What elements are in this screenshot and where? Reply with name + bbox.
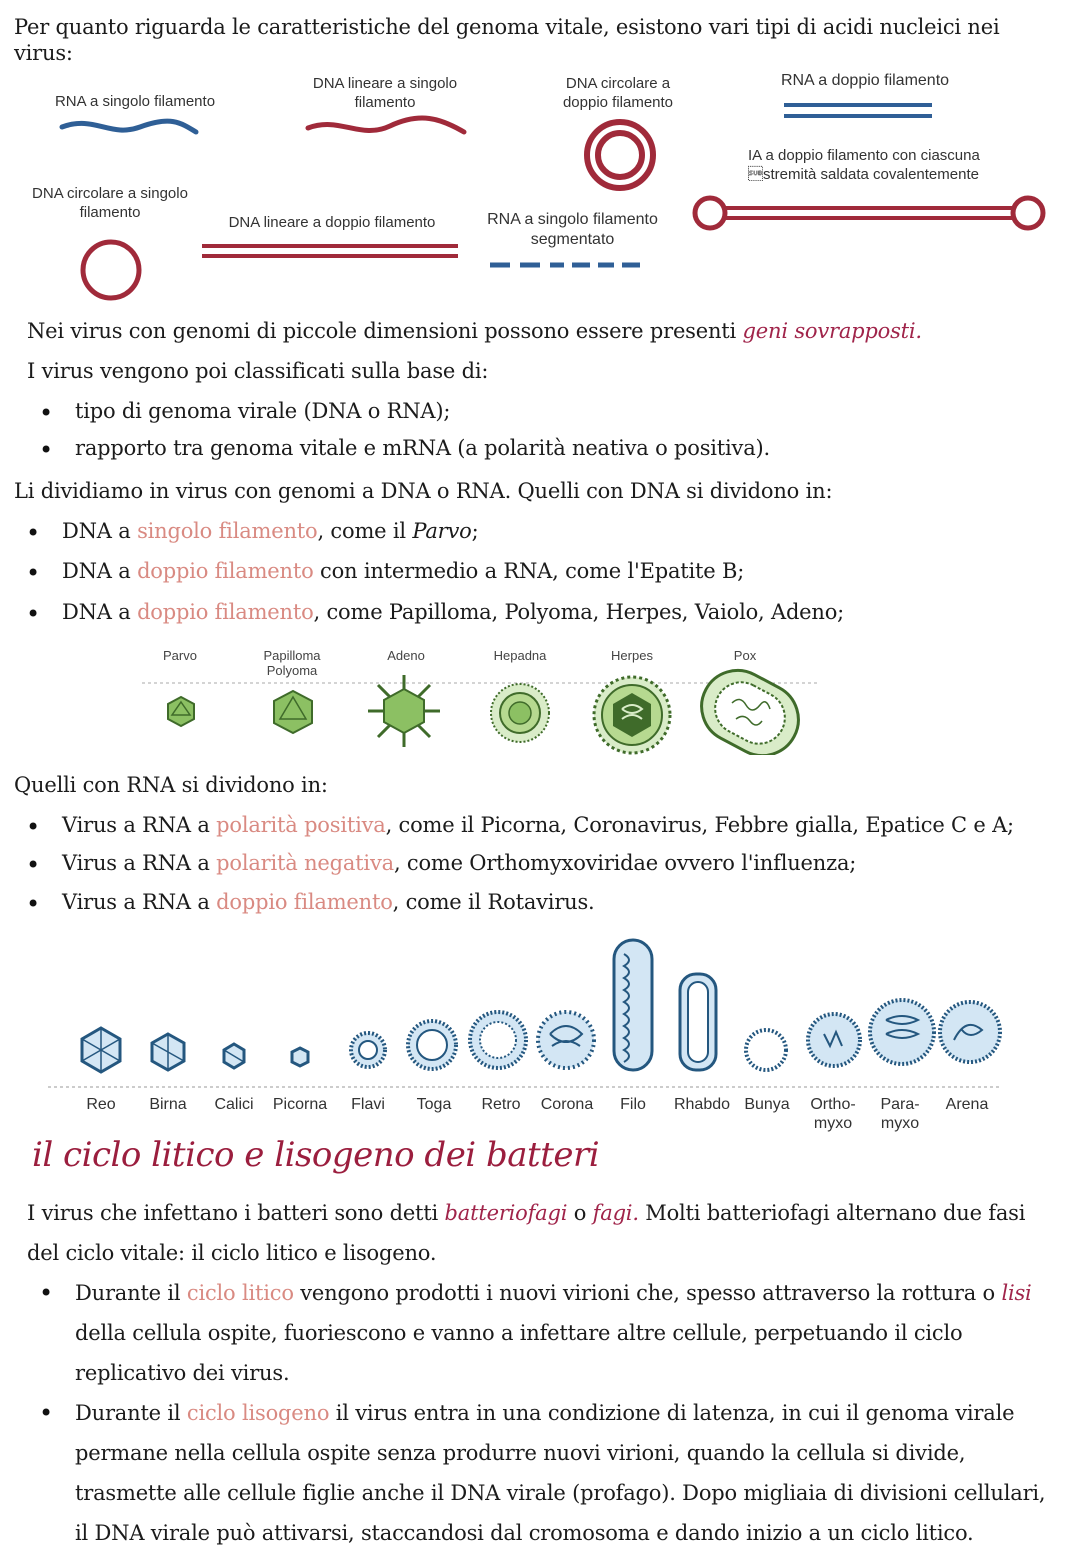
highlight-term: singolo filamento <box>137 519 318 543</box>
overlapping-genes-term: geni sovrapposti. <box>742 319 922 343</box>
label-dna-lin-ds: DNA lineare a doppio filamento <box>228 214 436 231</box>
cycle-list <box>75 1273 1060 1553</box>
rna-virus-drawings <box>40 930 1040 1090</box>
virus-label: Reo <box>86 1096 116 1113</box>
list-item <box>62 812 1072 838</box>
item-text: Molti batteriofagi alternano due fasi del ciclo vitale: il ciclo litico e lisogeno. <box>27 1201 1026 1265</box>
term-lysis: lisi <box>1001 1281 1032 1305</box>
virus-label: Ortho- myxo <box>810 1096 856 1133</box>
list-item <box>62 850 1072 876</box>
genome-shapes <box>0 60 1080 310</box>
list-item: • rapporto tra genoma vitale e mRNA (a polarità neativa o positiva). <box>75 435 1065 461</box>
item-text: Durante il <box>75 1401 187 1425</box>
dna-virus-list <box>62 518 1062 625</box>
item-text: DNA a <box>62 599 138 624</box>
rna-ds-end-right <box>1013 198 1043 228</box>
virus-label: Bunya <box>744 1096 790 1113</box>
orthomyxo-virion <box>808 1014 860 1066</box>
highlight-term: ciclo litico <box>186 1281 294 1305</box>
item-text: o <box>567 1201 593 1225</box>
virus-label: Flavi <box>351 1096 385 1113</box>
arena-virion <box>940 1002 1000 1062</box>
list-item <box>62 518 1062 544</box>
label-rna-ss: RNA a singolo filamento <box>54 93 216 110</box>
item-text: ; <box>471 519 479 543</box>
classification-list <box>75 398 1065 462</box>
dna-lin-ss-wave <box>308 118 464 132</box>
item-text: , come il Picorna, Coronavirus, Febbre gialla, Epatice C e A; <box>385 813 1014 837</box>
label-rna-ds-ends: IA a doppio filamento con ciascuna stremità saldata covalentemente <box>748 147 980 183</box>
dna-virus-figure <box>140 645 830 755</box>
term-bacteriophage: batteriofagi <box>444 1201 568 1225</box>
item-text: vengono prodotti i nuovi virioni che, spesso attraverso la rottura o <box>293 1281 1002 1305</box>
item-text: DNA a <box>62 559 138 584</box>
virus-label: Retro <box>481 1096 521 1113</box>
paramyxo-virion <box>870 1000 934 1064</box>
virus-label-parvo: Parvo <box>163 648 197 663</box>
item-text: , come Papilloma, Polyoma, Herpes, Vaiolo, Adeno; <box>313 599 845 624</box>
virus-label-hepadna: Hepadna <box>493 648 547 663</box>
genome-types-diagram <box>0 60 1080 310</box>
label-dna-circ-ds: DNA circolare a doppio filamento <box>562 75 674 111</box>
highlight-term: doppio filamento <box>216 889 393 914</box>
list-item <box>62 889 1072 915</box>
phage-paragraph <box>27 1193 1057 1273</box>
bunya-virion <box>746 1030 786 1070</box>
highlight-term: polarità negativa <box>216 851 394 876</box>
list-item <box>75 1273 1060 1393</box>
item-text: Virus a RNA a <box>62 813 217 837</box>
small-genomes-paragraph <box>27 318 1067 344</box>
rna-ds-end-left <box>695 198 725 228</box>
section-title: il ciclo litico e lisogeno dei batteri <box>32 1135 600 1175</box>
filo-virion <box>614 940 652 1070</box>
virus-label-papilloma: Papilloma Polyoma <box>263 648 321 678</box>
rna-ss-wave <box>62 121 196 132</box>
item-text: , come il Rotavirus. <box>392 889 595 914</box>
highlight-term: ciclo lisogeno <box>186 1401 330 1425</box>
list-item <box>62 558 1062 584</box>
item-text: della cellula ospite, fuoriescono e vanno a infettare altre cellule, perpetuando il ciclo replicativo dei virus. <box>75 1321 963 1385</box>
rna-intro: Quelli con RNA si dividono in: <box>14 773 328 797</box>
item-text: Virus a RNA a <box>62 851 217 876</box>
virus-label: Arena <box>945 1096 989 1113</box>
item-text: Virus a RNA a <box>62 889 217 914</box>
label-dna-lin-ss: DNA lineare a singolo filamento <box>312 75 458 111</box>
classification-intro: I virus vengono poi classificati sulla base di: <box>27 359 489 383</box>
virus-label-pox: Pox <box>733 648 757 663</box>
item-text: il virus entra in una condizione di latenza, in cui il genoma virale permane nella cellula ospite senza produrre nuovi virioni, quando la cellula si divide, trasmette alle cellule figlie anche il DNA virale (profago). Dopo migliaia di divisioni cellulari, il DNA virale può attivarsi, staccandosi dal cromosoma e dando inizio a un ciclo litico. <box>75 1401 1046 1545</box>
item-text: , come Orthomyxoviridae ovvero l'influenza; <box>393 851 857 876</box>
virus-label: Birna <box>149 1096 187 1113</box>
rna-virus-figure <box>40 930 1040 1140</box>
dna-virus-drawings <box>140 645 830 755</box>
dna-rna-intro: Li dividiamo in virus con genomi a DNA o RNA. Quelli con DNA si dividono in: <box>14 479 833 503</box>
item-text: con intermedio a RNA, come l'Epatite B; <box>313 559 745 584</box>
item-text: Durante il <box>75 1281 187 1305</box>
picorna-virion <box>292 1048 308 1066</box>
virus-label-herpes: Herpes <box>611 648 653 663</box>
label-rna-ss-seg: RNA a singolo filamento segmentato <box>487 211 658 248</box>
virus-label: Para- myxo <box>880 1096 920 1133</box>
virus-label-adeno: Adeno <box>387 648 425 663</box>
virus-label: Corona <box>540 1096 594 1113</box>
small-genomes-text: Nei virus con genomi di piccole dimensioni possono essere presenti <box>27 319 743 343</box>
term-phage: fagi. <box>592 1201 639 1225</box>
item-text: , come il <box>317 519 413 543</box>
list-item <box>75 1393 1060 1553</box>
virus-name: Parvo <box>412 519 472 543</box>
label-dna-circ-ss: DNA circolare a singolo filamento <box>32 185 188 221</box>
highlight-term: polarità positiva <box>216 813 386 837</box>
item-text: DNA a <box>62 519 138 543</box>
list-item <box>62 599 1062 625</box>
rna-virus-list <box>62 812 1072 915</box>
intro-text: Per quanto riguarda le caratteristiche del genoma vitale, esistono vari tipi di acidi nucleici nei virus: <box>14 15 1000 66</box>
virus-label: Rhabdo <box>673 1096 731 1113</box>
virus-label: Calici <box>214 1096 254 1113</box>
virus-label: Picorna <box>272 1096 328 1113</box>
highlight-term: doppio filamento <box>137 599 314 624</box>
virus-label: Toga <box>416 1096 452 1113</box>
virus-label: Filo <box>620 1096 646 1113</box>
label-rna-ds: RNA a doppio filamento <box>780 72 950 89</box>
list-item: • tipo di genoma virale (DNA o RNA); <box>75 398 1065 424</box>
dna-circ-ss-ring <box>83 242 139 298</box>
highlight-term: doppio filamento <box>137 559 314 584</box>
item-text: I virus che infettano i batteri sono detti <box>27 1201 445 1225</box>
